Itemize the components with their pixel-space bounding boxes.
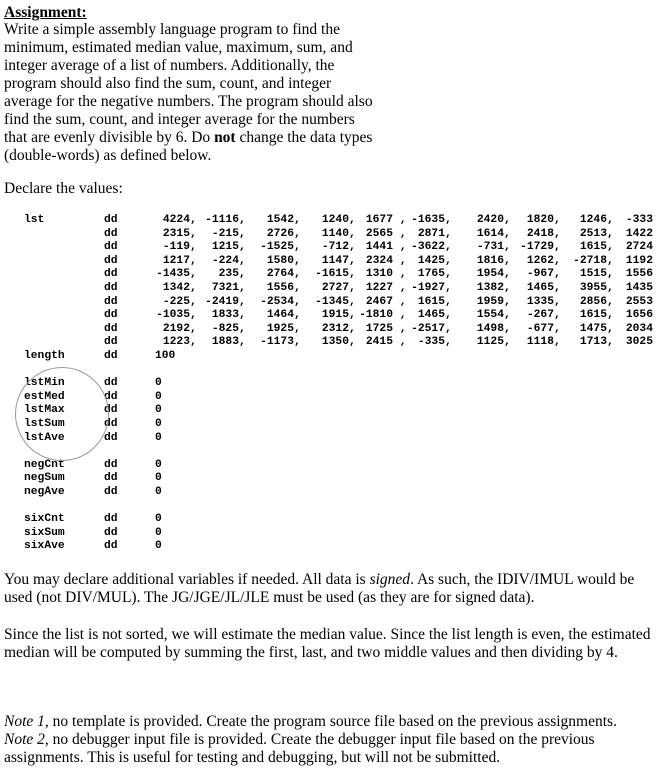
lst-value: 1820 bbox=[526, 214, 554, 226]
estmed-value: 0 bbox=[155, 390, 162, 403]
lst-value: -712 bbox=[321, 241, 349, 254]
dd-keyword: dd bbox=[104, 377, 118, 390]
lst-value: -1729 bbox=[520, 241, 554, 254]
comma-separator: , bbox=[393, 227, 407, 240]
comma-separator: , bbox=[607, 241, 614, 254]
comma-separator: , bbox=[239, 282, 246, 294]
lst-value: 1125 bbox=[476, 336, 504, 349]
comma-separator: , bbox=[190, 268, 197, 281]
lst-value: -1525 bbox=[260, 241, 294, 254]
lst-value: 1816 bbox=[476, 254, 504, 267]
lst-value: 1615 bbox=[579, 241, 607, 254]
lst-value: -1435 bbox=[156, 268, 190, 281]
lst-value: 1227 bbox=[365, 282, 393, 294]
lst-value: 1140 bbox=[321, 227, 349, 240]
comma-separator: , bbox=[239, 254, 246, 267]
lst-value: 1765 bbox=[417, 268, 445, 281]
comma-separator: , bbox=[349, 268, 356, 281]
lst-value: 1475 bbox=[579, 322, 607, 335]
lst-value: 1713 bbox=[579, 336, 607, 349]
comma-separator: , bbox=[393, 282, 407, 294]
comma-separator: , bbox=[190, 254, 197, 267]
comma-separator: , bbox=[294, 214, 301, 226]
lst-value: 1441 bbox=[365, 241, 393, 254]
assignment-intro: Write a simple assembly language program to find the minimum, estimated median value, maximum, sum, and integer average of a list of numbers. Additionally, the program should also find the sum, count, and integer average for the negative numbers. The program should also find the sum, count, and integer average for the numbers that are evenly divisible by 6. Do not change the data types (double-words) as defined below. bbox=[4, 21, 373, 164]
comma-separator: , bbox=[445, 295, 452, 308]
lst-value: -1615 bbox=[315, 268, 349, 281]
lstave-label: lstAve bbox=[24, 431, 65, 444]
lstmax-label: lstMax bbox=[24, 404, 65, 417]
length-label: length bbox=[24, 350, 65, 362]
lst-value: -267 bbox=[526, 309, 554, 322]
dd-keyword: dd bbox=[104, 214, 118, 226]
comma-separator: , bbox=[504, 254, 511, 267]
median-paragraph: Since the list is not sorted, we will estimate the median value. Since the list length is even, the estimated median will be computed by summing the first, last, and two middle values and then dividing by 4. bbox=[4, 626, 651, 661]
comma-separator: , bbox=[393, 336, 407, 349]
comma-separator: , bbox=[445, 254, 452, 267]
lst-value: 1425 bbox=[417, 254, 445, 267]
comma-separator: , bbox=[607, 254, 614, 267]
comma-separator: , bbox=[445, 214, 452, 226]
comma-separator: , bbox=[554, 336, 561, 349]
lst-value: 2856 bbox=[579, 295, 607, 308]
sixcnt-value: 0 bbox=[155, 513, 162, 526]
comma-separator: , bbox=[239, 336, 246, 349]
sixcnt-label: sixCnt bbox=[24, 513, 65, 526]
lst-value: 1217 bbox=[162, 254, 190, 267]
dd-keyword: dd bbox=[104, 322, 118, 335]
lstmin-value: 0 bbox=[155, 377, 162, 390]
comma-separator: , bbox=[607, 309, 614, 322]
dd-keyword: dd bbox=[104, 350, 118, 362]
comma-separator: , bbox=[445, 268, 452, 281]
lst-value: -1345 bbox=[315, 295, 349, 308]
dd-keyword: dd bbox=[104, 431, 118, 444]
comma-separator: , bbox=[504, 268, 511, 281]
lst-value: 1118 bbox=[526, 336, 554, 349]
lst-value: 2764 bbox=[266, 268, 294, 281]
dd-keyword: dd bbox=[104, 526, 118, 539]
comma-separator: , bbox=[393, 309, 407, 322]
comma-separator: , bbox=[607, 214, 614, 226]
lst-value: 2192 bbox=[162, 322, 190, 335]
lst-value: 1335 bbox=[526, 295, 554, 308]
dd-keyword: dd bbox=[104, 390, 118, 403]
comma-separator: , bbox=[607, 282, 614, 294]
dd-keyword: dd bbox=[104, 513, 118, 526]
comma-separator: , bbox=[445, 282, 452, 294]
lst-value: 1498 bbox=[476, 322, 504, 335]
lst-value: 1422 bbox=[625, 227, 653, 240]
comma-separator: , bbox=[294, 241, 301, 254]
comma-separator: , bbox=[349, 322, 356, 335]
lst-value: 1833 bbox=[211, 309, 239, 322]
comma-separator: , bbox=[445, 227, 452, 240]
lst-value: 1215 bbox=[211, 241, 239, 254]
comma-separator: , bbox=[554, 214, 561, 226]
comma-separator: , bbox=[504, 241, 511, 254]
lst-value: 1954 bbox=[476, 268, 504, 281]
dd-keyword: dd bbox=[104, 282, 118, 294]
comma-separator: , bbox=[393, 295, 407, 308]
lst-value: 1959 bbox=[476, 295, 504, 308]
lst-value: -825 bbox=[211, 322, 239, 335]
lst-value: -1810 bbox=[359, 309, 393, 322]
comma-separator: , bbox=[190, 336, 197, 349]
lst-value: 1246 bbox=[579, 214, 607, 226]
lstave-value: 0 bbox=[155, 431, 162, 444]
lst-value: 1915 bbox=[321, 309, 349, 322]
lst-value: -3622 bbox=[411, 241, 445, 254]
comma-separator: , bbox=[504, 309, 511, 322]
lst-value: 1542 bbox=[266, 214, 294, 226]
comma-separator: , bbox=[554, 322, 561, 335]
lst-label: lst bbox=[24, 214, 45, 226]
lst-value: 1883 bbox=[211, 336, 239, 349]
comma-separator: , bbox=[190, 282, 197, 294]
comma-separator: , bbox=[239, 268, 246, 281]
lst-value: 1656 bbox=[625, 309, 653, 322]
comma-separator: , bbox=[504, 295, 511, 308]
lst-value: -2534 bbox=[260, 295, 294, 308]
comma-separator: , bbox=[239, 295, 246, 308]
comma-separator: , bbox=[554, 241, 561, 254]
comma-separator: , bbox=[607, 336, 614, 349]
lstsum-label: lstSum bbox=[24, 418, 65, 430]
negcnt-label: negCnt bbox=[24, 458, 65, 471]
comma-separator: , bbox=[239, 309, 246, 322]
dd-keyword: dd bbox=[104, 486, 118, 498]
lstmin-label: lstMin bbox=[24, 377, 65, 390]
comma-separator: , bbox=[190, 322, 197, 335]
sixave-label: sixAve bbox=[24, 540, 65, 553]
negave-value: 0 bbox=[155, 486, 162, 498]
comma-separator: , bbox=[607, 295, 614, 308]
lst-value: 1465 bbox=[417, 309, 445, 322]
comma-separator: , bbox=[554, 295, 561, 308]
comma-separator: , bbox=[554, 254, 561, 267]
sixave-value: 0 bbox=[155, 540, 162, 553]
comma-separator: , bbox=[554, 282, 561, 294]
lst-value: 2724 bbox=[625, 241, 653, 254]
lst-value: -1927 bbox=[411, 282, 445, 294]
comma-separator: , bbox=[239, 214, 246, 226]
sixsum-label: sixSum bbox=[24, 526, 65, 539]
lst-value: -2517 bbox=[411, 322, 445, 335]
comma-separator: , bbox=[554, 309, 561, 322]
comma-separator: , bbox=[393, 254, 407, 267]
comma-separator: , bbox=[554, 268, 561, 281]
lstsum-value: 0 bbox=[155, 418, 162, 430]
comma-separator: , bbox=[294, 322, 301, 335]
lst-value: 1262 bbox=[526, 254, 554, 267]
lst-value: 1382 bbox=[476, 282, 504, 294]
lst-value: -1035 bbox=[156, 309, 190, 322]
dd-keyword: dd bbox=[104, 227, 118, 240]
comma-separator: , bbox=[239, 227, 246, 240]
lst-value: -2718 bbox=[573, 254, 607, 267]
comma-separator: , bbox=[190, 309, 197, 322]
lst-value: 1556 bbox=[625, 268, 653, 281]
annotation-circle bbox=[15, 367, 109, 461]
comma-separator: , bbox=[294, 268, 301, 281]
comma-separator: , bbox=[445, 309, 452, 322]
lst-value: 2727 bbox=[321, 282, 349, 294]
lst-value: -333 bbox=[625, 214, 653, 226]
comma-separator: , bbox=[294, 309, 301, 322]
lst-value: 1556 bbox=[266, 282, 294, 294]
dd-keyword: dd bbox=[104, 295, 118, 308]
comma-separator: , bbox=[445, 241, 452, 254]
comma-separator: , bbox=[349, 241, 356, 254]
lst-value: 1240 bbox=[321, 214, 349, 226]
negave-label: negAve bbox=[24, 486, 65, 498]
comma-separator: , bbox=[349, 295, 356, 308]
lst-value: 2315 bbox=[162, 227, 190, 240]
lst-value: 3955 bbox=[579, 282, 607, 294]
lst-value: 1147 bbox=[321, 254, 349, 267]
comma-separator: , bbox=[190, 227, 197, 240]
dd-keyword: dd bbox=[104, 336, 118, 349]
lst-value: 1350 bbox=[321, 336, 349, 349]
dd-keyword: dd bbox=[104, 472, 118, 485]
dd-keyword: dd bbox=[104, 404, 118, 417]
lst-value: 1614 bbox=[476, 227, 504, 240]
lst-value: 2467 bbox=[365, 295, 393, 308]
lst-value: -215 bbox=[211, 227, 239, 240]
lst-value: -1173 bbox=[260, 336, 294, 349]
lst-value: -1116 bbox=[205, 214, 239, 226]
comma-separator: , bbox=[607, 322, 614, 335]
note-1: Note 1, no template is provided. Create the program source file based on the previous assignments. bbox=[4, 713, 617, 730]
comma-separator: , bbox=[445, 336, 452, 349]
lst-value: 1615 bbox=[579, 309, 607, 322]
lst-value: 1310 bbox=[365, 268, 393, 281]
comma-separator: , bbox=[349, 254, 356, 267]
lst-value: 1725 bbox=[365, 322, 393, 335]
comma-separator: , bbox=[504, 322, 511, 335]
lst-value: 2553 bbox=[625, 295, 653, 308]
comma-separator: , bbox=[445, 322, 452, 335]
lst-value: 2324 bbox=[365, 254, 393, 267]
lst-value: 2418 bbox=[526, 227, 554, 240]
comma-separator: , bbox=[554, 227, 561, 240]
estmed-label: estMed bbox=[24, 390, 65, 403]
comma-separator: , bbox=[504, 336, 511, 349]
signed-data-paragraph: You may declare additional variables if needed. All data is signed. As such, the IDIV/IMUL would be used (not DIV/MUL). The JG/JGE/JL/JLE must be used (as they are for signed data). bbox=[4, 571, 635, 606]
lst-value: 2513 bbox=[579, 227, 607, 240]
comma-separator: , bbox=[190, 241, 197, 254]
lst-value: 2312 bbox=[321, 322, 349, 335]
declare-values-label: Declare the values: bbox=[4, 180, 123, 197]
lst-value: 1223 bbox=[162, 336, 190, 349]
lst-value: -224 bbox=[211, 254, 239, 267]
lst-value: -335 bbox=[417, 336, 445, 349]
length-value: 100 bbox=[155, 350, 176, 362]
dd-keyword: dd bbox=[104, 241, 118, 254]
sixsum-value: 0 bbox=[155, 526, 162, 539]
lst-value: -731 bbox=[476, 241, 504, 254]
lst-value: 7321 bbox=[211, 282, 239, 294]
lst-value: 1342 bbox=[162, 282, 190, 294]
lst-value: 2726 bbox=[266, 227, 294, 240]
comma-separator: , bbox=[294, 295, 301, 308]
comma-separator: , bbox=[349, 214, 356, 226]
lst-value: -967 bbox=[526, 268, 554, 281]
lst-value: 235 bbox=[218, 268, 239, 281]
lst-value: -2419 bbox=[205, 295, 239, 308]
lstmax-value: 0 bbox=[155, 404, 162, 417]
lst-value: 1192 bbox=[625, 254, 653, 267]
negcnt-value: 0 bbox=[155, 458, 162, 471]
comma-separator: , bbox=[239, 322, 246, 335]
lst-value: 1580 bbox=[266, 254, 294, 267]
lst-value: -1635 bbox=[411, 214, 445, 226]
negsum-label: negSum bbox=[24, 472, 65, 485]
negsum-value: 0 bbox=[155, 472, 162, 485]
lst-value: 2871 bbox=[417, 227, 445, 240]
comma-separator: , bbox=[504, 227, 511, 240]
lst-value: 3025 bbox=[625, 336, 653, 349]
comma-separator: , bbox=[349, 309, 356, 322]
dd-keyword: dd bbox=[104, 309, 118, 322]
lst-value: 1435 bbox=[625, 282, 653, 294]
dd-keyword: dd bbox=[104, 268, 118, 281]
comma-separator: , bbox=[393, 322, 407, 335]
lst-value: 1515 bbox=[579, 268, 607, 281]
dd-keyword: dd bbox=[104, 458, 118, 471]
comma-separator: , bbox=[504, 214, 511, 226]
lst-value: 2415 bbox=[365, 336, 393, 349]
comma-separator: , bbox=[294, 254, 301, 267]
dd-keyword: dd bbox=[104, 254, 118, 267]
lst-value: -225 bbox=[162, 295, 190, 308]
assignment-heading: Assignment: bbox=[4, 4, 87, 21]
comma-separator: , bbox=[294, 336, 301, 349]
lst-value: 1464 bbox=[266, 309, 294, 322]
comma-separator: , bbox=[190, 214, 197, 226]
comma-separator: , bbox=[190, 295, 197, 308]
lst-value: 1554 bbox=[476, 309, 504, 322]
comma-separator: , bbox=[393, 241, 407, 254]
lst-value: 1677 bbox=[365, 214, 393, 226]
lst-value: 1615 bbox=[417, 295, 445, 308]
dd-keyword: dd bbox=[104, 418, 118, 430]
lst-value: 2420 bbox=[476, 214, 504, 226]
notes-paragraph bbox=[4, 713, 644, 767]
lst-value: -677 bbox=[526, 322, 554, 335]
dd-keyword: dd bbox=[104, 540, 118, 553]
comma-separator: , bbox=[349, 282, 356, 294]
comma-separator: , bbox=[349, 227, 356, 240]
comma-separator: , bbox=[294, 227, 301, 240]
comma-separator: , bbox=[349, 336, 356, 349]
comma-separator: , bbox=[393, 268, 407, 281]
comma-separator: , bbox=[607, 227, 614, 240]
comma-separator: , bbox=[239, 241, 246, 254]
lst-value: 4224 bbox=[162, 214, 190, 226]
comma-separator: , bbox=[607, 268, 614, 281]
comma-separator: , bbox=[294, 282, 301, 294]
lst-value: 2034 bbox=[625, 322, 653, 335]
note-2: Note 2, no debugger input file is provided. Create the debugger input file based on the previous assignments. This is useful for testing and debugging, but will not be submitted. bbox=[4, 731, 595, 766]
lst-value: 1925 bbox=[266, 322, 294, 335]
lst-value: 1465 bbox=[526, 282, 554, 294]
lst-value: 2565 bbox=[365, 227, 393, 240]
comma-separator: , bbox=[393, 214, 407, 226]
comma-separator: , bbox=[504, 282, 511, 294]
lst-value: -119 bbox=[162, 241, 190, 254]
